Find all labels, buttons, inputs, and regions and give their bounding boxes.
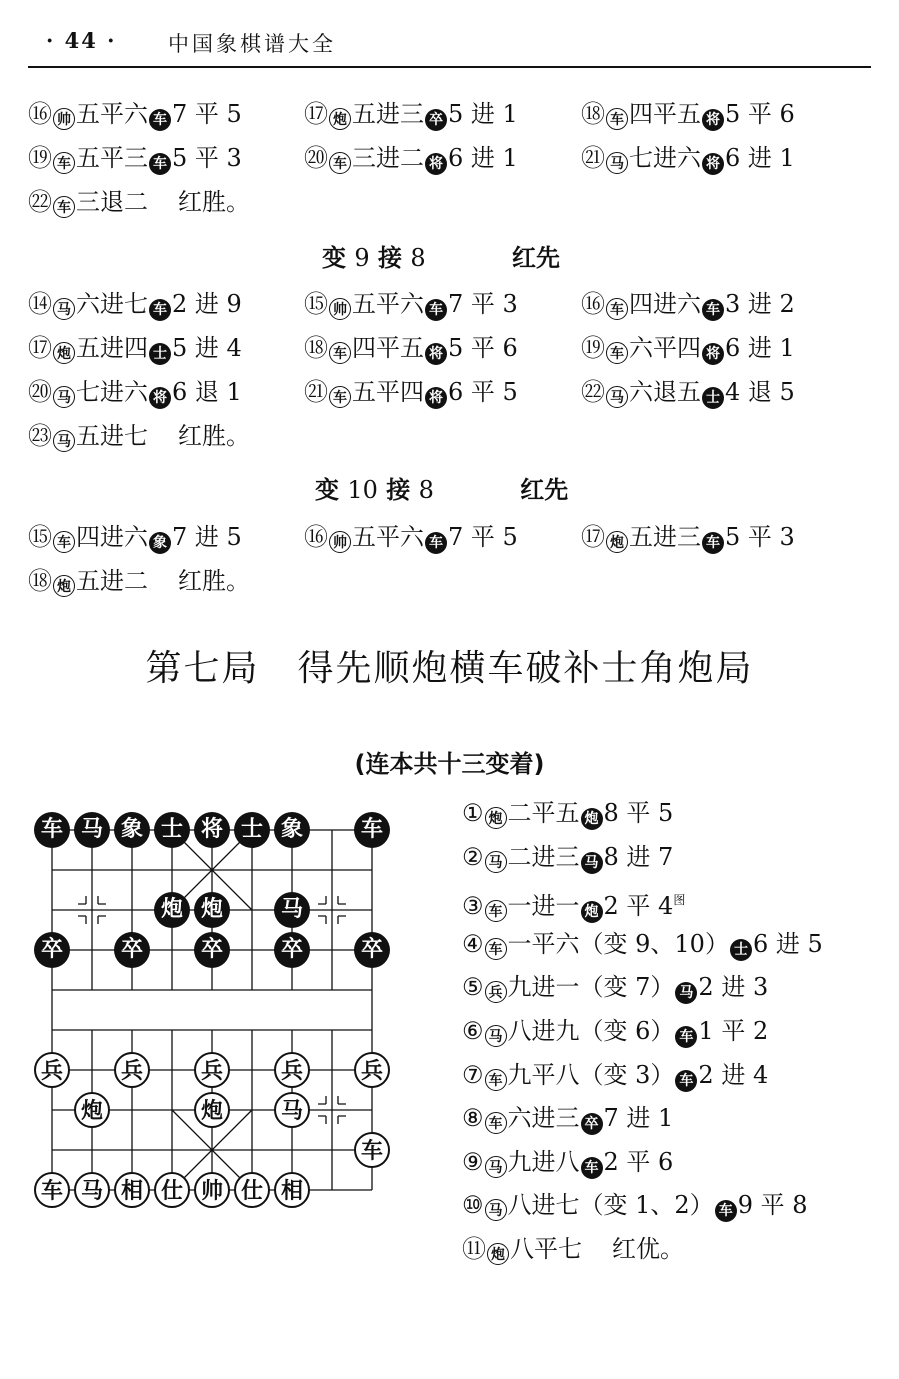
red-move: 五平四: [352, 378, 424, 406]
black-piece-icon: 马: [581, 852, 603, 874]
move-number: ④: [462, 929, 484, 958]
black-move: 9 平 8: [737, 1191, 808, 1220]
red-piece-炮: 炮: [74, 1092, 110, 1128]
black-move: 2 平 4: [603, 892, 674, 921]
move-number: ⑱: [28, 567, 52, 595]
move-number: ⑳: [28, 378, 52, 406]
black-move: 4 退 5: [725, 378, 795, 406]
move-entry: [581, 374, 795, 410]
red-piece-马: 马: [74, 1172, 110, 1208]
black-piece-卒: 卒: [114, 932, 150, 968]
red-piece-icon: 炮: [329, 108, 351, 130]
red-piece-icon: 马: [485, 1156, 507, 1178]
red-move: 八平七: [510, 1235, 582, 1263]
red-move: 七进六: [629, 144, 701, 172]
black-move: 7 进 1: [603, 1104, 674, 1133]
red-move: 五平六: [352, 290, 424, 318]
move-entry: [28, 519, 242, 555]
black-piece-卒: 卒: [194, 932, 230, 968]
move-number: ⑲: [581, 334, 605, 362]
result-text: 红胜。: [178, 188, 250, 216]
result-text: 红优。: [612, 1235, 684, 1263]
black-piece-icon: 士: [702, 387, 724, 409]
red-piece-马: 马: [274, 1092, 310, 1128]
red-move: 四平五: [352, 334, 424, 362]
red-piece-icon: 马: [53, 386, 75, 408]
red-piece-icon: 车: [606, 108, 628, 130]
red-move: 九平八: [507, 1060, 580, 1089]
red-piece-兵: 兵: [274, 1052, 310, 1088]
red-piece-炮: 炮: [194, 1092, 230, 1128]
black-piece-icon: 卒: [581, 1113, 603, 1135]
move-entry: [28, 418, 250, 454]
black-move: 3 进 2: [725, 290, 795, 318]
black-piece-icon: 车: [675, 1070, 697, 1092]
red-piece-icon: 炮: [485, 807, 507, 829]
move-entry: [28, 184, 250, 220]
move-number: ⑦: [462, 1060, 484, 1089]
red-move: 二平五: [507, 799, 580, 827]
main-move-entry: [462, 967, 768, 1007]
black-move: 6 平 5: [448, 378, 518, 406]
red-move: 六平四: [629, 334, 701, 362]
move-number: ⑮: [304, 290, 328, 318]
move-number: ③: [462, 892, 484, 921]
black-move: 6 进 1: [725, 334, 795, 362]
red-piece-icon: 炮: [53, 575, 75, 597]
black-move: 1 平 2: [698, 1017, 769, 1045]
move-number: ⑱: [581, 100, 605, 128]
black-piece-炮: 炮: [154, 892, 190, 928]
main-move-entry: [462, 1011, 768, 1051]
black-piece-icon: 将: [702, 343, 724, 365]
black-move: 2 进 9: [172, 290, 242, 318]
black-move: 5 平 3: [172, 144, 242, 172]
xiangqi-board: [28, 806, 408, 1210]
red-move: 九进八: [507, 1147, 580, 1176]
black-piece-icon: 炮: [581, 901, 603, 923]
chapter-title: 第七局 得先顺炮横车破补士角炮局: [145, 648, 754, 689]
move-entry: [304, 286, 518, 322]
variation-ref: （变 1、2）: [579, 1191, 714, 1220]
black-piece-icon: 将: [702, 109, 724, 131]
black-move: 2 平 6: [603, 1147, 674, 1176]
main-move-entry: [462, 1055, 768, 1095]
move-number: ⑤: [462, 973, 484, 1002]
move-number: ㉑: [581, 144, 605, 172]
red-piece-icon: 马: [53, 430, 75, 452]
black-move: 8 平 5: [603, 799, 674, 827]
move-number: ㉓: [28, 422, 52, 450]
black-move: 7 进 5: [172, 523, 242, 551]
move-entry: [28, 286, 242, 322]
black-piece-icon: 车: [702, 299, 724, 321]
main-move-entry: [462, 793, 673, 833]
red-piece-兵: 兵: [34, 1052, 70, 1088]
red-move: 四进六: [629, 290, 701, 318]
red-piece-icon: 车: [329, 386, 351, 408]
book-title: 中国象棋谱大全: [168, 32, 336, 56]
red-piece-icon: 车: [606, 342, 628, 364]
page-header: [28, 18, 871, 64]
variation-ref: （变 3）: [579, 1060, 675, 1089]
move-entry: [581, 330, 795, 366]
red-piece-仕: 仕: [154, 1172, 190, 1208]
move-number: ⑯: [581, 290, 605, 318]
move-number: ⑰: [304, 100, 328, 128]
black-piece-icon: 车: [581, 1157, 603, 1179]
main-move-entry: [462, 1185, 807, 1225]
red-move: 八进七: [507, 1191, 580, 1220]
red-move: 四平五: [629, 100, 701, 128]
black-move: 7 平 5: [448, 523, 518, 551]
black-piece-icon: 车: [702, 532, 724, 554]
black-piece-车: 车: [354, 812, 390, 848]
red-move: 三进二: [352, 144, 424, 172]
red-move: 四进六: [76, 523, 148, 551]
red-move: 五平六: [76, 100, 148, 128]
black-piece-icon: 将: [425, 387, 447, 409]
black-piece-象: 象: [274, 812, 310, 848]
red-move: 七进六: [76, 378, 148, 406]
black-move: 5 平 3: [725, 523, 795, 551]
move-entry: [581, 519, 795, 555]
move-number: ⑩: [462, 1191, 484, 1220]
result-text: 红胜。: [178, 422, 250, 450]
red-move: 三退二: [76, 188, 148, 216]
red-piece-icon: 马: [485, 851, 507, 873]
red-piece-icon: 车: [606, 298, 628, 320]
header-rule: [28, 66, 871, 68]
black-piece-象: 象: [114, 812, 150, 848]
page-number: · 44 ·: [46, 28, 117, 53]
black-move: 7 平 5: [172, 100, 242, 128]
black-piece-icon: 炮: [581, 808, 603, 830]
move-number: ⑪: [462, 1235, 486, 1263]
move-entry: [304, 374, 518, 410]
move-number: ⑰: [581, 523, 605, 551]
black-move: 8 进 7: [603, 842, 674, 871]
black-piece-icon: 车: [425, 299, 447, 321]
move-number: ㉒: [28, 188, 52, 216]
red-move: 六进三: [507, 1104, 580, 1133]
move-number: ⑨: [462, 1147, 484, 1176]
main-move-entry: [462, 880, 685, 920]
first-move-label: 红先: [512, 244, 560, 272]
move-entry: [581, 140, 795, 176]
move-number: ⑯: [304, 523, 328, 551]
red-piece-icon: 马: [485, 1199, 507, 1221]
move-entry: [304, 519, 518, 555]
move-number: ⑯: [28, 100, 52, 128]
black-piece-icon: 车: [675, 1026, 697, 1048]
red-move: 六进七: [76, 290, 148, 318]
red-move: 五进三: [629, 523, 701, 551]
move-number: ⑮: [28, 523, 52, 551]
move-number: ⑧: [462, 1104, 484, 1133]
black-piece-icon: 马: [675, 982, 697, 1004]
red-piece-帅: 帅: [194, 1172, 230, 1208]
main-move-entry: [462, 924, 823, 964]
red-move: 一平六: [507, 929, 580, 958]
red-piece-icon: 车: [53, 531, 75, 553]
black-move: 5 进 1: [448, 100, 518, 128]
black-piece-icon: 车: [425, 532, 447, 554]
board-grid: [28, 806, 408, 1206]
red-move: 五进三: [352, 100, 424, 128]
move-number: ⑥: [462, 1017, 484, 1045]
red-piece-icon: 炮: [487, 1243, 509, 1265]
main-move-entry: [462, 1098, 673, 1138]
move-entry: [304, 96, 518, 132]
red-piece-兵: 兵: [194, 1052, 230, 1088]
red-piece-icon: 车: [53, 196, 75, 218]
black-move: 2 进 3: [698, 973, 769, 1002]
move-number: ⑳: [304, 144, 328, 172]
red-move: 五进二: [76, 567, 148, 595]
move-number: ㉑: [304, 378, 328, 406]
black-piece-icon: 车: [715, 1200, 737, 1222]
move-entry: [581, 286, 795, 322]
move-entry: [28, 374, 242, 410]
main-move-entry: [462, 1142, 673, 1182]
chapter-note: (连本共十三变着): [354, 750, 545, 778]
black-piece-车: 车: [34, 812, 70, 848]
black-piece-icon: 车: [149, 299, 171, 321]
variation-ref: （变 6）: [579, 1017, 675, 1045]
move-number: ⑲: [28, 144, 52, 172]
main-move-entry: [462, 837, 673, 877]
red-piece-icon: 帅: [53, 108, 75, 130]
black-piece-卒: 卒: [354, 932, 390, 968]
black-piece-icon: 车: [149, 109, 171, 131]
black-piece-icon: 将: [425, 153, 447, 175]
red-piece-icon: 车: [53, 152, 75, 174]
red-piece-icon: 车: [485, 900, 507, 922]
red-piece-仕: 仕: [234, 1172, 270, 1208]
black-move: 6 进 5: [752, 929, 823, 958]
move-entry: [28, 563, 250, 599]
black-piece-icon: 车: [149, 153, 171, 175]
black-piece-icon: 卒: [425, 109, 447, 131]
red-piece-icon: 炮: [53, 342, 75, 364]
variation-9-title: 变 9 接 8 红先: [322, 244, 560, 272]
black-piece-icon: 将: [425, 343, 447, 365]
move-entry: [304, 330, 518, 366]
red-piece-icon: 车: [329, 152, 351, 174]
red-move: 一进一: [507, 892, 580, 921]
black-piece-将: 将: [194, 812, 230, 848]
red-move: 六退五: [629, 378, 701, 406]
move-entry: [28, 140, 242, 176]
red-piece-icon: 马: [606, 386, 628, 408]
black-piece-icon: 将: [702, 153, 724, 175]
red-move: 五进七: [76, 422, 148, 450]
red-piece-icon: 车: [329, 342, 351, 364]
black-move: 5 进 4: [172, 334, 242, 362]
black-piece-马: 马: [74, 812, 110, 848]
move-number: ⑱: [304, 334, 328, 362]
black-piece-士: 士: [234, 812, 270, 848]
red-piece-icon: 马: [606, 152, 628, 174]
first-move-label: 红先: [520, 476, 569, 504]
red-piece-icon: 车: [485, 1069, 507, 1091]
move-number: ⑭: [28, 290, 52, 318]
black-piece-icon: 象: [149, 532, 171, 554]
red-piece-icon: 车: [485, 938, 507, 960]
black-move: 6 进 1: [448, 144, 518, 172]
red-piece-兵: 兵: [114, 1052, 150, 1088]
move-entry: [581, 96, 795, 132]
move-entry: [304, 140, 518, 176]
move-number: ①: [462, 799, 484, 827]
red-piece-相: 相: [114, 1172, 150, 1208]
red-piece-icon: 炮: [606, 531, 628, 553]
variation-10-title: 变 10 接 8 红先: [315, 476, 569, 504]
black-move: 5 平 6: [725, 100, 795, 128]
red-move: 九进一: [507, 973, 580, 1002]
move-number: ②: [462, 842, 484, 871]
main-move-entry: [462, 1229, 684, 1269]
red-move: 五平六: [352, 523, 424, 551]
red-piece-车: 车: [354, 1132, 390, 1168]
black-move: 2 进 4: [698, 1060, 769, 1089]
black-piece-icon: 将: [149, 387, 171, 409]
red-piece-icon: 帅: [329, 298, 351, 320]
red-move: 八进九: [507, 1017, 580, 1045]
move-number: ⑰: [28, 334, 52, 362]
variation-ref: （变 7）: [579, 973, 675, 1002]
red-piece-icon: 兵: [485, 981, 507, 1003]
black-piece-icon: 士: [149, 343, 171, 365]
red-move: 五平三: [76, 144, 148, 172]
red-move: 五进四: [76, 334, 148, 362]
black-piece-炮: 炮: [194, 892, 230, 928]
result-text: 红胜。: [178, 567, 250, 595]
move-entry: [28, 96, 242, 132]
red-piece-icon: 马: [53, 298, 75, 320]
figure-mark: 图: [673, 893, 686, 908]
red-piece-兵: 兵: [354, 1052, 390, 1088]
black-piece-士: 士: [154, 812, 190, 848]
red-piece-相: 相: [274, 1172, 310, 1208]
red-piece-icon: 车: [485, 1112, 507, 1134]
black-piece-卒: 卒: [34, 932, 70, 968]
black-piece-马: 马: [274, 892, 310, 928]
black-move: 6 进 1: [725, 144, 795, 172]
red-piece-车: 车: [34, 1172, 70, 1208]
variation-ref: （变 9、10）: [579, 929, 729, 958]
red-move: 二进三: [507, 842, 580, 871]
black-move: 7 平 3: [448, 290, 518, 318]
black-move: 6 退 1: [172, 378, 242, 406]
move-number: ㉒: [581, 378, 605, 406]
move-entry: [28, 330, 242, 366]
red-piece-icon: 帅: [329, 531, 351, 553]
red-piece-icon: 马: [485, 1025, 507, 1047]
black-piece-卒: 卒: [274, 932, 310, 968]
black-piece-icon: 士: [730, 939, 752, 961]
black-move: 5 平 6: [448, 334, 518, 362]
